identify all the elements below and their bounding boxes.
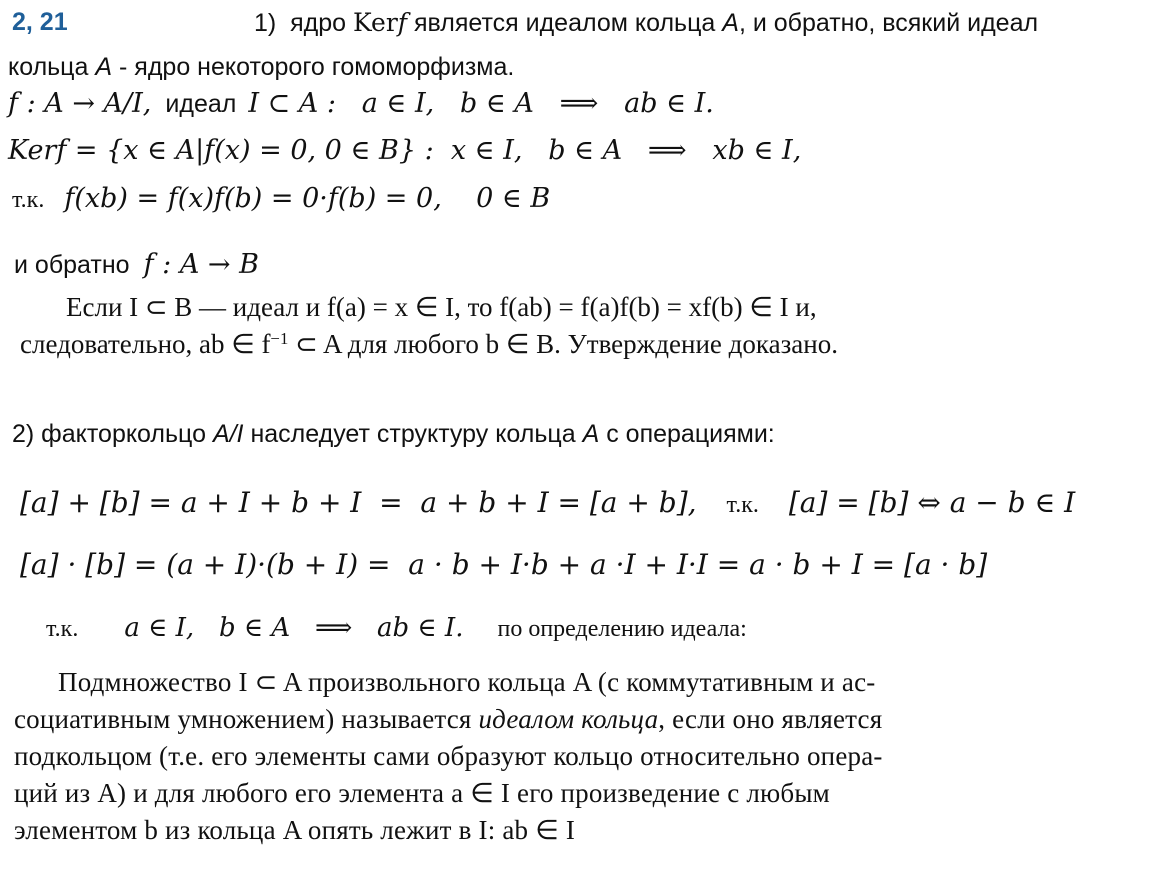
tk2-line <box>46 613 747 643</box>
tk2-text: по определению идеала: <box>497 616 747 642</box>
def-line4: ций из A) и для любого его элемента a ∈ I его произведение с любым <box>14 778 830 808</box>
def-line5: элементом b из кольца A опять лежит в I: ab ∈ I <box>14 815 576 845</box>
def-line1-text: Подмножество I ⊂ A произвольного кольца A (с коммутативным и ас- <box>58 667 876 697</box>
part2-heading-AI: A/I <box>212 420 244 448</box>
map-formula: f : A → A/I, <box>8 88 152 119</box>
converse-formula: f : A → B <box>143 249 259 280</box>
part2-heading <box>12 420 775 449</box>
ideal-word: идеал <box>165 90 237 118</box>
sum-line <box>20 486 1075 519</box>
tk2-label: т.к. <box>46 616 79 642</box>
item1-ker: Ker <box>353 8 398 37</box>
part2-heading-a: 2) факторкольцо <box>12 420 206 448</box>
part2-heading-c: с операциями: <box>606 420 775 448</box>
item1-text-b: является идеалом кольца <box>414 9 716 37</box>
ker-definition: Kerf = {x ∈ A|f(x) = 0, 0 ∈ B} : x ∈ I, b ∈ A ⟹ xb ∈ I, <box>8 135 802 166</box>
item1-label: 1) <box>254 9 277 37</box>
line2-A: A <box>95 53 113 81</box>
sum-formula: [a] + [b] = a + I + b + I = a + b + I = [a + b], <box>20 486 697 519</box>
map-line <box>8 88 714 119</box>
def-line2-em: идеалом кольца <box>478 704 659 734</box>
item1-text-a: ядро <box>290 9 347 37</box>
def-line2 <box>14 701 1064 738</box>
proof-line2-sup: −1 <box>270 328 289 348</box>
tk-line <box>12 183 550 214</box>
proof-line2 <box>20 329 838 360</box>
proof-line2-a: следовательно, ab ∈ f <box>20 329 271 359</box>
item1-f: f <box>397 8 408 37</box>
item1-text-c: , и обратно, всякий идеал <box>738 9 1039 37</box>
sum-condition: [a] = [b] ⇔ a − b ∈ I <box>788 486 1076 519</box>
item1-line <box>254 8 1038 38</box>
converse-line <box>14 249 259 280</box>
product-formula: [a] · [b] = (a + I)·(b + I) = a · b + I·b + a ·I + I·I = a · b + I = [a · b] <box>20 548 988 581</box>
proof-line2-b: ⊂ A для любого b ∈ B. Утверждение доказано. <box>288 329 838 359</box>
item1-line2 <box>8 53 514 82</box>
def-line1 <box>14 664 1064 701</box>
def-line2-b: , если оно является <box>658 704 883 734</box>
part2-heading-b: наследует структуру кольца <box>250 420 576 448</box>
converse-word: и обратно <box>14 251 130 279</box>
line2-text-a: кольца <box>8 53 89 81</box>
ideal-formula: I ⊂ A : a ∈ I, b ∈ A ⟹ ab ∈ I. <box>248 88 714 119</box>
ideal-definition <box>14 664 1064 849</box>
sum-tk: т.к. <box>726 492 759 518</box>
def-line3: подкольцом (т.е. его элементы сами образуют кольцо относительно опера- <box>14 741 883 771</box>
item1-A: A <box>722 9 739 37</box>
tk-label: т.к. <box>12 187 45 213</box>
tk2-formula: a ∈ I, b ∈ A ⟹ ab ∈ I. <box>124 613 464 643</box>
part2-heading-A: A <box>582 420 600 448</box>
line2-text-b: - ядро некоторого гомоморфизма. <box>119 53 515 81</box>
tk-formula: f(xb) = f(x)f(b) = 0·f(b) = 0, 0 ∈ B <box>64 183 551 214</box>
def-line2-a: социативным умножением) называется <box>14 704 479 734</box>
problem-number: 2, 21 <box>12 8 68 36</box>
proof-line1: Если I ⊂ B — идеал и f(a) = x ∈ I, то f(ab) = f(a)f(b) = xf(b) ∈ I и, <box>66 292 817 322</box>
